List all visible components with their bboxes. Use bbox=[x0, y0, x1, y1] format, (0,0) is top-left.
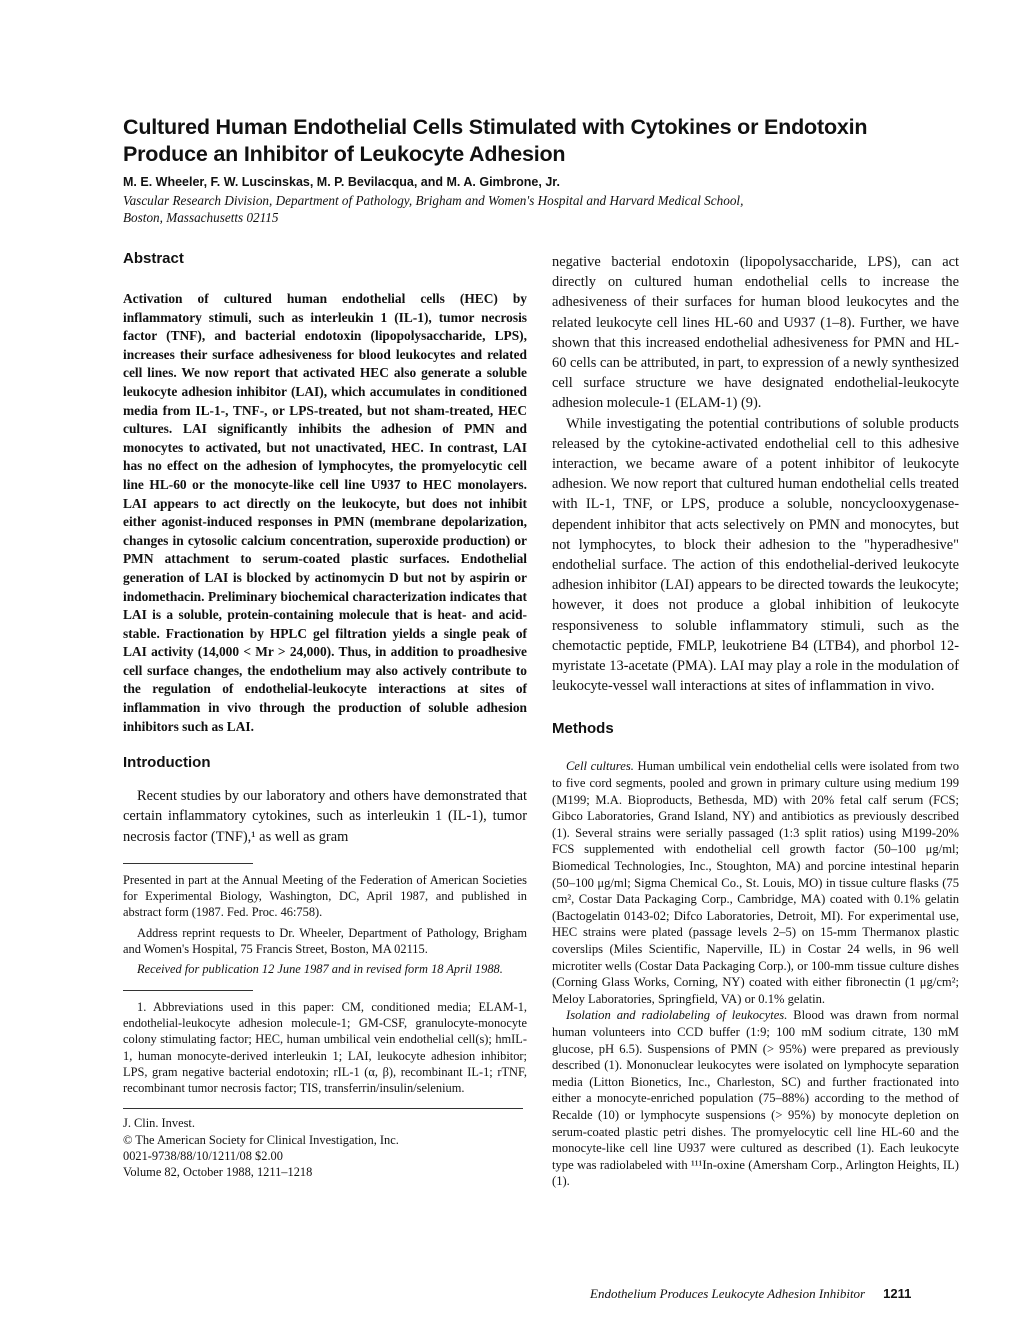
citation-divider bbox=[123, 1108, 523, 1109]
methods-heading: Methods bbox=[552, 720, 614, 738]
isolation-paragraph bbox=[552, 1007, 959, 1190]
abstract-text: Activation of cultured human endothelial cells (HEC) by inflammatory stimuli, such as interleukin 1 (IL-1), tumor necrosis factor (TNF), and bacterial endotoxin (lipopolysaccharide, LPS), increases their surface adhesiveness for blood leukocytes and related cell lines. We now report that activated HEC also generate a soluble leukocyte adhesion inhibitor (LAI), which accumulates in conditioned media from IL-1-, TNF-, or LPS-treated, but not sham-treated, HEC cultures. LAI significantly inhibits the adhesion of PMN and monocytes to activated, but not unactivated, HEC. In contrast, LAI has no effect on the adhesion of lymphocytes, the promyelocytic cell line HL-60 or the monocyte-like cell line U937 to HEC monolayers. LAI appears to act directly on the leukocyte, but does not inhibit either agonist-induced responses in PMN (membrane depolarization, changes in cytosolic calcium concentration, superoxide production) or PMN attachment to serum-coated plastic surfaces. Endothelial generation of LAI is blocked by actinomycin D but not by aspirin or indomethacin. Preliminary biochemical characterization indicates that LAI is a soluble, protein-containing molecule that is heat- and acid-stable. Fractionation by HPLC gel filtration yields a single peak of LAI activity (14,000 < Mr > 24,000). Thus, in addition to proadhesive cell surface changes, the endothelium may also actively contribute to the regulation of endothelial-leukocyte interactions at sites of inflammation in vivo through the production of soluble adhesion inhibitors such as LAI. bbox=[123, 291, 527, 734]
citation-block bbox=[123, 1108, 527, 1180]
right-paragraph-1: negative bacterial endotoxin (lipopolysaccharide, LPS), can act directly on cultured human endothelial cells to increase the adhesiveness of their surfaces for human blood leukocytes and the related leukocyte cell lines HL-60 and U937 (1–8). Further, we have shown that this increased endothelial adhesiveness for PMN and HL-60 cells can be attributed, in part, to expression of a newly synthesized cell surface structure we have designated endothelial-leukocyte adhesion molecule-1 (ELAM-1) (9). bbox=[552, 254, 959, 412]
left-column bbox=[123, 250, 527, 1181]
right-column bbox=[552, 252, 959, 1190]
introduction-text: Recent studies by our laboratory and others have demonstrated that certain inflammatory cytokines, such as interleukin 1 (IL-1), tumor necrosis factor (TNF),¹ as well as gram bbox=[123, 788, 527, 845]
presented-note: Presented in part at the Annual Meeting of the Federation of American Societies for Experimental Biology, Washington, DC, April 1987, and published in abstract form (1987. Fed. Proc. 46:758). bbox=[123, 872, 527, 920]
footnote-divider bbox=[123, 863, 253, 864]
affiliation-line-1: Vascular Research Division, Department of Pathology, Brigham and Women's Hospital and Harvard Medical School, bbox=[123, 193, 744, 208]
received-note: Received for publication 12 June 1987 and in revised form 18 April 1988. bbox=[137, 962, 503, 977]
isolation-label: Isolation and radiolabeling of leukocytes. bbox=[566, 1008, 788, 1023]
article-title bbox=[123, 114, 923, 168]
page-number: 1211 bbox=[883, 1286, 912, 1301]
affiliation-line-2: Boston, Massachusetts 02115 bbox=[123, 210, 279, 225]
cell-cultures-text: Human umbilical vein endothelial cells were isolated from two to five cord segments, pooled and grown in primary culture using medium 199 (M199; M.A. Bioproducts, Bethesda, MD) with 20% fetal calf serum (FCS; Gibco Laboratories, Grand Island, NY) and antibiotics as previously described (1). Several strains were serially passaged (1:3 split ratios) using M199-20% FCS supplemented with endothelial cell growth factor (50–100 μg/ml; Biomedical Technologies, Inc., Stoughton, MA) and porcine intestinal heparin (50–100 μg/ml; Sigma Chemical Co., St. Louis, MO) in tissue culture flasks (75 cm², Costar Data Packaging Corp., Cambridge, MA) coated with 0.1% gelatin (Bactogelatin 0143-02; Difco Laboratories, Detroit, MI). For experimental use, HEC strains were plated (passage levels 2–5) on 15-mm Thermanox plastic coverslips (Miles Scientific, Naperville, IL) in Costar 24 wells, in 96 well microtiter wells (Costar Data Packaging Corp.), or 100-mm tissue culture dishes (Corning Glass Works, Corning, NY) coated with either fibronectin (1 μg/cm²; Meloy Laboratories, Springfield, VA) or 0.1% gelatin. bbox=[552, 759, 959, 1006]
article-code: 0021-9738/88/10/1211/08 $2.00 bbox=[123, 1149, 283, 1164]
reprint-note: Address reprint requests to Dr. Wheeler, Department of Pathology, Brigham and Women's Hospital, 75 Francis Street, Boston, MA 02115. bbox=[123, 925, 527, 957]
introduction-heading: Introduction bbox=[123, 754, 211, 772]
front-matter-notes bbox=[123, 863, 527, 978]
title-line-2: Produce an Inhibitor of Leukocyte Adhesion bbox=[123, 142, 566, 166]
affiliation bbox=[123, 192, 913, 226]
cell-cultures-paragraph bbox=[552, 758, 959, 1007]
running-footer bbox=[590, 1286, 960, 1302]
cell-cultures-label: Cell cultures. bbox=[566, 759, 634, 774]
isolation-text: Blood was drawn from normal human volunteers into CCD buffer (1:9; 100 mM sodium citrate, 130 mM glucose, pH 6.5). Suspensions of PMN (> 95%) were prepared as previously described (1). Mononuclear leukocytes were isolated on lymphocyte separation media (Litton Bionetics, Inc., Charleston, SC) and further fractionated into either a monocyte-enriched population (75–88%) according to the method of Recalde (10) or lymphocyte suspensions (> 95%) by monocyte depletion on serum-coated plastic petri dishes. The promyelocytic cell line HL-60 and the monocyte-like cell line U937 were cultured as described (1). Each leukocyte type was radiolabeled with ¹¹¹In-oxine (Amersham Corp., Arlington Heights, IL) (1). bbox=[552, 1008, 959, 1189]
abbreviations-divider bbox=[123, 990, 253, 991]
right-paragraph-2: While investigating the potential contributions of soluble products released by the cytokine-activated endothelial cell to this adhesive interaction, we became aware of a potent inhibitor of leukocyte adhesion. We now report that cultured human endothelial cells treated with IL-1, TNF, or LPS, produce a soluble, noncyclooxygenase-dependent inhibitor that acts selectively on PMN and monocytes, but not lymphocytes, to block their adhesion to the "hyperadhesive" endothelial surface. The action of this endothelial-derived leukocyte adhesion inhibitor (LAI) appears to be directed towards the leukocyte; however, it does not produce a global inhibition of leukocyte responsiveness to soluble inflammatory stimuli, such as the chemotactic peptide, FMLP, leukotriene B4 (LTB4), and phorbol 12-myristate 13-acetate (PMA). LAI may play a role in the modulation of leukocyte-vessel wall interactions at sites of inflammation in vivo. bbox=[552, 415, 959, 695]
title-line-1: Cultured Human Endothelial Cells Stimulated with Cytokines or Endotoxin bbox=[123, 115, 868, 139]
abstract-heading: Abstract bbox=[123, 250, 184, 267]
copyright-line: © The American Society for Clinical Investigation, Inc. bbox=[123, 1132, 399, 1147]
abbreviations-text: 1. Abbreviations used in this paper: CM, conditioned media; ELAM-1, endothelial-leukocyte adhesion molecule-1; GM-CSF, granulocyte-monocyte colony stimulating factor; HEC, human umbilical vein endothelial cell(s); hmIL-1, human monocyte-derived interleukin 1; LAI, leukocyte adhesion inhibitor; LPS, gram negative bacterial endotoxin; rIL-1 (α, β), recombinant IL-1; rTNF, recombinant tumor necrosis factor; TIS, transferrin/insulin/selenium. bbox=[123, 999, 527, 1096]
volume-line: Volume 82, October 1988, 1211–1218 bbox=[123, 1165, 313, 1180]
author-list: M. E. Wheeler, F. W. Luscinskas, M. P. Bevilacqua, and M. A. Gimbrone, Jr. bbox=[123, 175, 560, 189]
running-title: Endothelium Produces Leukocyte Adhesion Inhibitor bbox=[590, 1286, 866, 1301]
abbreviations-footnote bbox=[123, 990, 527, 1097]
journal-name: J. Clin. Invest. bbox=[123, 1116, 195, 1131]
